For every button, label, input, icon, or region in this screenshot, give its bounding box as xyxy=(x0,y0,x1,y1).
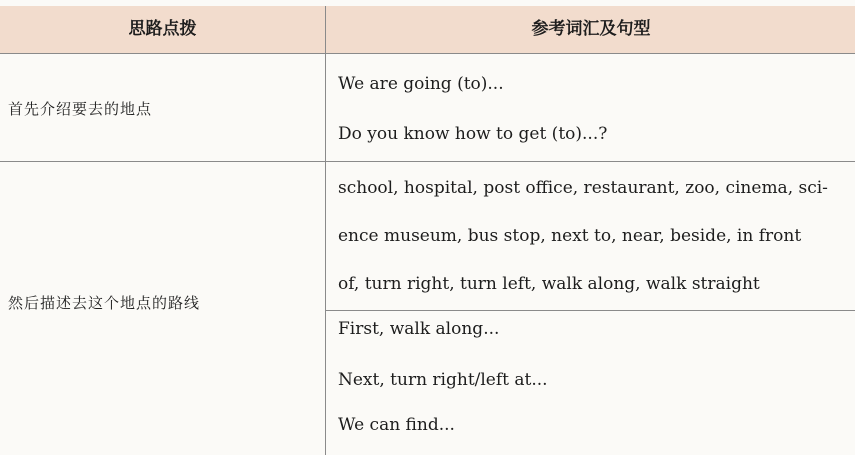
phrase-line: Do you know how to get (to)...? xyxy=(338,124,608,144)
header-bottom-rule xyxy=(0,53,855,54)
header-thinking-tips: 思路点拨 xyxy=(128,19,197,39)
vocabulary-line: school, hospital, post office, restaurant, zoo, cinema, sci- xyxy=(338,178,828,198)
sentence-pattern-line: Next, turn right/left at... xyxy=(338,370,548,390)
sentence-pattern-line: First, walk along... xyxy=(338,319,500,339)
tip-describe-route: 然后描述去这个地点的路线 xyxy=(8,294,201,312)
inner-row-divider xyxy=(325,310,855,311)
vocabulary-line: ence museum, bus stop, next to, near, beside, in front xyxy=(338,226,802,246)
tip-introduce-destination: 首先介绍要去的地点 xyxy=(8,100,153,118)
phrase-line: We are going (to)... xyxy=(338,74,504,94)
vocabulary-line: of, turn right, turn left, walk along, walk straight xyxy=(338,274,760,294)
header-reference-vocabulary: 参考词汇及句型 xyxy=(531,19,651,39)
sentence-pattern-line: We can find... xyxy=(338,415,455,435)
row-divider xyxy=(0,161,855,162)
table-header xyxy=(0,6,855,53)
column-divider xyxy=(325,6,326,455)
